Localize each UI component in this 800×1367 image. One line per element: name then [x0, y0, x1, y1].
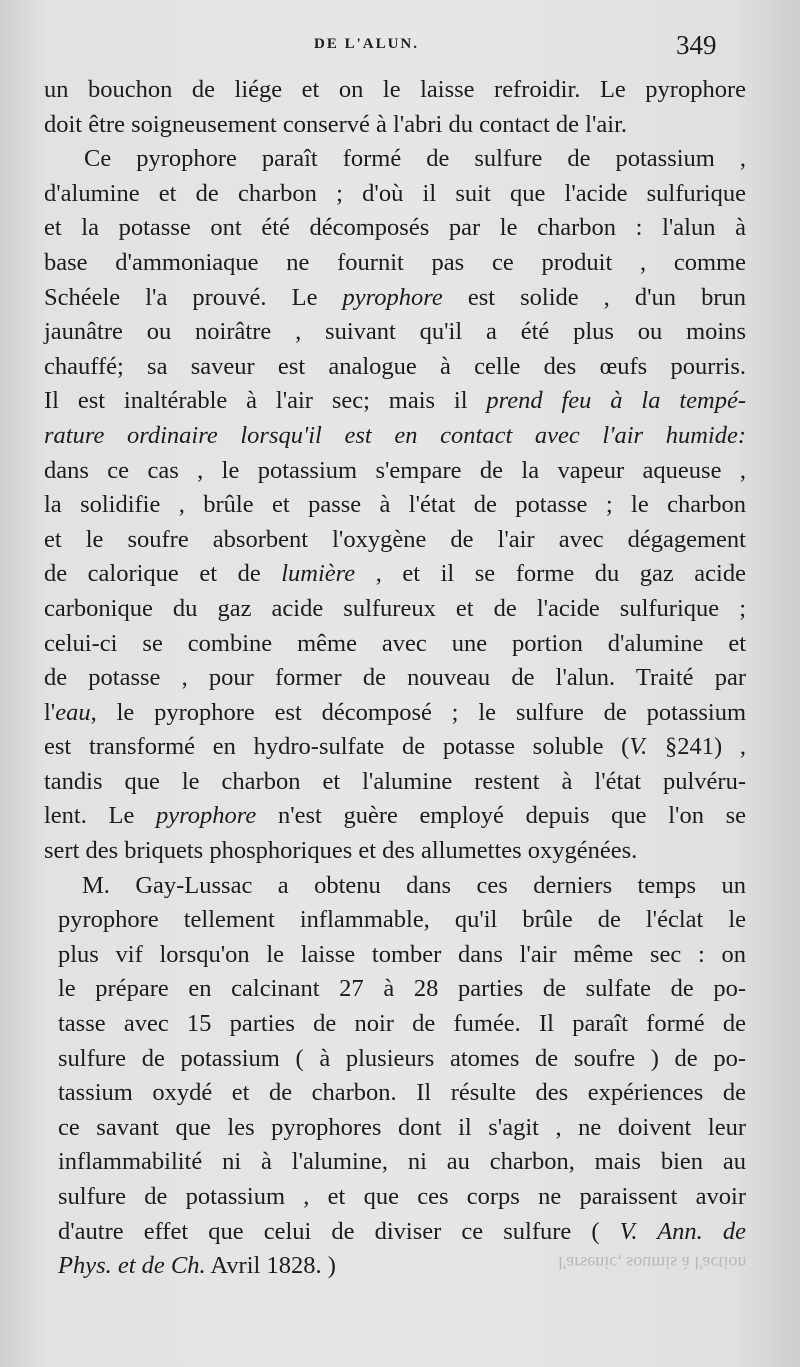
text-line	[44, 765, 746, 800]
roman-phrase: et la potasse ont été décomposés par le charbon : l'alun à	[44, 214, 746, 242]
text-line	[44, 972, 746, 1007]
roman-phrase: doit être soigneusement conservé à l'abri du contact de l'air.	[44, 110, 628, 138]
text-line	[44, 177, 746, 212]
roman-phrase: d'autre effet que celui de diviser ce sulfure (	[58, 1217, 620, 1245]
text-line	[44, 523, 746, 558]
roman-phrase: tassium oxydé et de charbon. Il résulte des expériences de	[58, 1079, 746, 1107]
body-text	[44, 73, 746, 1284]
roman-phrase: sulfure de potassium ( à plusieurs atomes de soufre ) de po-	[58, 1044, 746, 1072]
italic-phrase: V. Ann. de	[619, 1217, 746, 1245]
roman-phrase: §241) ,	[647, 733, 746, 761]
text-line	[44, 211, 746, 246]
roman-phrase: l'	[44, 698, 56, 726]
roman-phrase: tasse avec 15 parties de noir de fumée. Il paraît formé de	[58, 1010, 746, 1038]
text-line	[44, 903, 746, 938]
roman-phrase: et le soufre absorbent l'oxygène de l'air avec dégagement	[44, 525, 746, 553]
italic-phrase: eau	[55, 698, 91, 726]
text-line	[44, 696, 746, 731]
roman-phrase: lent. Le	[44, 802, 157, 830]
roman-phrase: un bouchon de liége et on le laisse refroidir. Le pyrophore	[44, 76, 746, 103]
roman-phrase: pyrophore tellement inflammable, qu'il brûle de l'éclat le	[58, 906, 746, 934]
roman-phrase: tandis que le charbon et l'alumine restent à l'état pulvéru-	[44, 767, 746, 795]
running-head	[0, 30, 800, 60]
roman-phrase: n'est guère employé depuis que l'on se	[256, 802, 747, 830]
text-line	[44, 1007, 746, 1042]
roman-phrase: base d'ammoniaque ne fournit pas ce produit , comme	[44, 248, 746, 276]
italic-phrase: Phys. et de Ch.	[58, 1252, 206, 1280]
italic-phrase: lumière	[281, 560, 356, 588]
italic-phrase: pyrophore	[156, 802, 257, 830]
roman-phrase: de calorique et de	[44, 560, 282, 588]
roman-phrase: celui-ci se combine même avec une portion d'alumine et	[44, 629, 746, 657]
text-line	[44, 730, 746, 765]
text-line	[44, 799, 746, 834]
roman-phrase: d'alumine et de charbon ; d'où il suit que l'acide sulfurique	[44, 179, 746, 207]
text-line	[44, 73, 746, 108]
roman-phrase: Avril 1828. )	[205, 1252, 336, 1280]
roman-phrase: carbonique du gaz acide sulfureux et de l'acide sulfurique ;	[44, 594, 746, 622]
text-line	[44, 384, 746, 419]
text-line	[44, 834, 746, 869]
text-line	[44, 938, 746, 973]
text-line	[44, 1180, 746, 1215]
italic-phrase: V.	[629, 733, 648, 761]
text-line	[44, 1215, 746, 1250]
italic-phrase: pyrophore	[342, 283, 443, 311]
roman-phrase: le prépare en calcinant 27 à 28 parties de sulfate de po-	[58, 975, 746, 1003]
text-line	[44, 454, 746, 489]
italic-phrase: prend feu à la tempé-	[486, 387, 746, 415]
text-line	[44, 1076, 746, 1111]
roman-phrase: inflammabilité ni à l'alumine, ni au charbon, mais bien au	[58, 1148, 746, 1176]
roman-phrase: est transformé en hydro-sulfate de potasse soluble (	[44, 733, 630, 761]
text-line	[44, 281, 746, 316]
roman-phrase: Ce pyrophore paraît formé de sulfure de potassium ,	[84, 145, 746, 173]
roman-phrase: est solide , d'un brun	[442, 283, 746, 311]
text-line	[44, 661, 746, 696]
roman-phrase: dans ce cas , le potassium s'empare de la vapeur aqueuse ,	[44, 456, 746, 484]
running-title: DE L'ALUN.	[314, 36, 420, 52]
text-line	[44, 869, 746, 904]
roman-phrase: , et il se forme du gaz acide	[355, 560, 746, 588]
roman-phrase: sulfure de potassium , et que ces corps ne paraissent avoir	[58, 1183, 746, 1210]
text-line	[44, 419, 746, 454]
roman-phrase: Schéele l'a prouvé. Le	[44, 283, 343, 311]
text-line	[44, 1111, 746, 1146]
page-number: 349	[676, 30, 717, 60]
text-line	[44, 350, 746, 385]
text-line	[44, 142, 746, 177]
roman-phrase: sert des briquets phosphoriques et des allumettes oxygénées.	[44, 837, 638, 865]
roman-phrase: Il est inaltérable à l'air sec; mais il	[44, 387, 487, 415]
text-line	[44, 108, 746, 143]
roman-phrase: de potasse , pour former de nouveau de l'alun. Traité par	[44, 664, 746, 692]
text-line	[44, 315, 746, 350]
roman-phrase: ce savant que les pyrophores dont il s'agit , ne doivent leur	[58, 1113, 746, 1141]
roman-phrase: la solidifie , brûle et passe à l'état de potasse ; le charbon	[44, 491, 746, 519]
text-line	[44, 627, 746, 662]
bleed-through-text: l'arsenic, soumis à l'action	[558, 1253, 747, 1273]
text-line	[44, 1145, 746, 1180]
text-line	[44, 592, 746, 627]
roman-phrase: chauffé; sa saveur est analogue à celle des œufs pourris.	[44, 352, 746, 380]
text-line	[44, 557, 746, 592]
roman-phrase: plus vif lorsqu'on le laisse tomber dans l'air même sec : on	[58, 940, 746, 968]
text-line	[44, 1042, 746, 1077]
roman-phrase: jaunâtre ou noirâtre , suivant qu'il a été plus ou moins	[44, 318, 746, 346]
roman-phrase: M. Gay-Lussac a obtenu dans ces derniers temps un	[82, 871, 746, 899]
roman-phrase: , le pyrophore est décomposé ; le sulfure de potassium	[90, 698, 746, 726]
text-line	[44, 246, 746, 281]
text-line	[44, 488, 746, 523]
italic-phrase: rature ordinaire lorsqu'il est en contact avec l'air humide:	[44, 421, 746, 449]
